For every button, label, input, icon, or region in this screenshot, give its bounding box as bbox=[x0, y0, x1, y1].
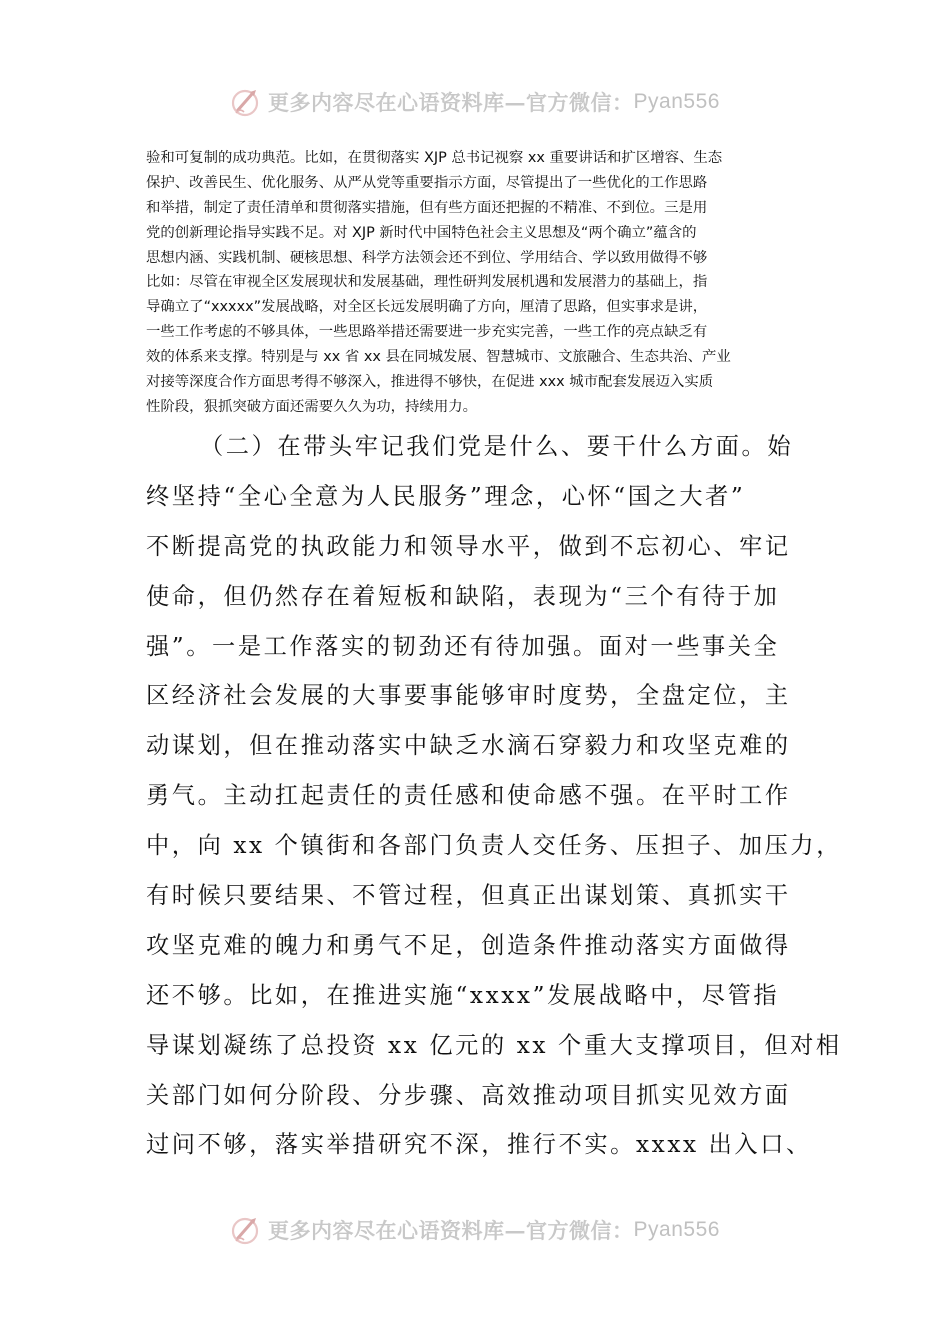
paragraph-line: 不断提高党的执政能力和领导水平，做到不忘初心、牢记 bbox=[146, 532, 791, 560]
paragraph-line: 有时候只要结果、不管过程，但真正出谋划策、真抓实干 bbox=[146, 882, 791, 910]
main-paragraph bbox=[146, 422, 842, 1170]
banner-text: 更多内容尽在心语资料库—官方微信： bbox=[268, 90, 634, 115]
footer-watermark-banner bbox=[0, 1210, 950, 1250]
banner-text: 更多内容尽在心语资料库—官方微信： bbox=[268, 1218, 634, 1243]
paragraph-line: 区经济社会发展的大事要事能够审时度势，全盘定位，主 bbox=[146, 682, 791, 710]
wechat-id: Pyan556 bbox=[633, 90, 720, 113]
paragraph-line: 和举措，制定了责任清单和贯彻落实措施，但有些方面还把握的不精准、不到位。三是用 bbox=[146, 199, 708, 216]
paragraph-line: 关部门如何分阶段、分步骤、高效推动项目抓实见效方面 bbox=[146, 1081, 791, 1109]
paragraph-line: 比如：尽管在审视全区发展现状和发展基础，理性研判发展机遇和发展潜力的基础上，指 bbox=[146, 274, 708, 291]
header-watermark-banner bbox=[0, 82, 950, 122]
paragraph-line: 一些工作考虑的不够具体，一些思路举措还需要进一步充实完善，一些工作的亮点缺乏有 bbox=[146, 324, 708, 341]
section-heading-line: （二）在带头牢记我们党是什么、要干什么方面。始 bbox=[200, 433, 794, 460]
paragraph-line: 中，向 xx 个镇街和各部门负责人交任务、压担子、加压力， bbox=[146, 832, 842, 860]
paragraph-line: 对接等深度合作方面思考得不够深入，推进得不够快，在促进 xxx 城市配套发展迈入实质 bbox=[146, 374, 714, 391]
paragraph-line: 保护、改善民生、优化服务、从严从党等重要指示方面，尽管提出了一些优化的工作思路 bbox=[146, 174, 708, 191]
pen-seal-logo-icon bbox=[230, 1214, 262, 1246]
paragraph-line: 还不够。比如，在推进实施“xxxx”发展战略中，尽管指 bbox=[146, 981, 780, 1009]
paragraph-line: 党的创新理论指导实践不足。对 XJP 新时代中国特色社会主义思想及“两个确立”蕴含的 bbox=[146, 224, 697, 241]
paragraph-line: 导谋划凝练了总投资 xx 亿元的 xx 个重大支撑项目，但对相 bbox=[146, 1031, 842, 1059]
paragraph-line: 过问不够，落实举措研究不深，推行不实。xxxx 出入口、 bbox=[146, 1131, 812, 1159]
wechat-id: Pyan556 bbox=[633, 1218, 720, 1241]
paragraph-line: 思想内涵、实践机制、硬核思想、科学方法领会还不到位、学用结合、学以致用做得不够 bbox=[146, 249, 708, 266]
paragraph-line: 使命，但仍然存在着短板和缺陷，表现为“三个有待于加 bbox=[146, 582, 780, 610]
paragraph-line: 终坚持“全心全意为人民服务”理念，心怀“国之大者” bbox=[146, 482, 746, 510]
paragraph-line: 效的体系来支撑。特别是与 xx 省 xx 县在同城发展、智慧城市、文旅融合、生态共治、产业 bbox=[146, 349, 731, 366]
pen-seal-logo-icon bbox=[230, 86, 262, 118]
paragraph-line: 动谋划，但在推动落实中缺乏水滴石穿毅力和攻坚克难的 bbox=[146, 732, 791, 760]
paragraph-line: 性阶段，狠抓突破方面还需要久久为功，持续用力。 bbox=[146, 398, 477, 415]
paragraph-line: 验和可复制的成功典范。比如，在贯彻落实 XJP 总书记视察 xx 重要讲话和扩区增容、生态 bbox=[146, 150, 723, 166]
paragraph-line: 攻坚克难的魄力和勇气不足，创造条件推动落实方面做得 bbox=[146, 931, 791, 959]
paragraph-line: 导确立了“xxxxx”发展战略，对全区长远发展明确了方向，厘清了思路，但实事求是讲， bbox=[146, 299, 708, 316]
paragraph-line: 勇气。主动扛起责任的责任感和使命感不强。在平时工作 bbox=[146, 782, 791, 810]
paragraph-line: 强”。一是工作落实的韧劲还有待加强。面对一些事关全 bbox=[146, 632, 780, 660]
small-paragraph bbox=[146, 146, 810, 420]
